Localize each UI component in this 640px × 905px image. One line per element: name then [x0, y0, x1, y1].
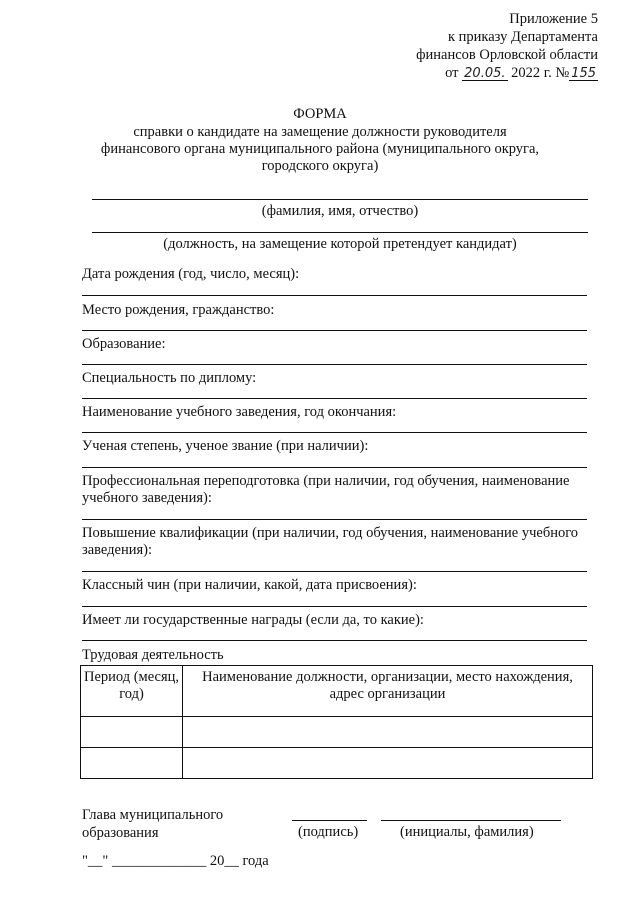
table-cell[interactable] [81, 748, 183, 779]
field-qualification-rule [82, 571, 587, 572]
field-class-rank: Классный чин (при наличии, какой, дата присвоения): [82, 577, 417, 593]
field-specialty: Специальность по диплому: [82, 370, 257, 386]
name-caption: (инициалы, фамилия) [400, 824, 534, 840]
table-row [81, 748, 593, 779]
form-subtitle-line3: городского округа) [261, 158, 379, 174]
field-birth-date: Дата рождения (год, число, месяц): [82, 266, 300, 282]
handwritten-date: 20.05. [464, 66, 506, 81]
column-period: Период (месяц, год) [81, 666, 183, 717]
year-and-number-label: 2022 г. № [511, 65, 570, 81]
field-qualification: Повышение квалификации (при наличии, год обучения, наименование учебного заведения): [82, 525, 579, 558]
table-cell[interactable] [81, 717, 183, 748]
form-subtitle-line2: финансового органа муниципального района (муниципального округа, [100, 141, 540, 157]
form-subtitle-line1: справки о кандидате на замещение должности руководителя [133, 124, 507, 140]
field-specialty-rule [82, 398, 587, 399]
table-row [81, 717, 593, 748]
form-title: ФОРМА [293, 106, 347, 122]
field-academic-degree-rule [82, 467, 587, 468]
head-title-line1: Глава муниципального [82, 807, 224, 823]
work-history-table [80, 665, 593, 779]
column-position-organization: Наименование должности, организации, место нахождения, адрес организации [183, 666, 593, 717]
field-awards: Имеет ли государственные награды (если да, то какие): [82, 612, 424, 628]
head-title-line2: образования [82, 825, 159, 841]
date-line: "__" _____________ 20__ года [82, 853, 269, 869]
field-awards-rule [82, 640, 587, 641]
field-birth-date-rule [82, 295, 587, 296]
signature-caption: (подпись) [298, 824, 359, 840]
work-history-header-row [81, 666, 593, 717]
position-caption: (должность, на замещение которой претендует кандидат) [163, 236, 517, 252]
order-reference: к приказу Департамента [447, 29, 598, 45]
work-history-title: Трудовая деятельность [82, 647, 224, 663]
field-birth-place-rule [82, 330, 587, 331]
field-institution-rule [82, 432, 587, 433]
field-retraining: Профессиональная переподготовка (при наличии, год обучения, наименование учебного заведения): [82, 473, 570, 506]
field-birth-place: Место рождения, гражданство: [82, 302, 275, 318]
field-retraining-rule [82, 519, 587, 520]
position-rule [92, 232, 588, 233]
table-cell[interactable] [183, 717, 593, 748]
field-education-rule [82, 364, 587, 365]
name-rule [381, 820, 561, 821]
signature-rule [292, 820, 367, 821]
field-education: Образование: [82, 336, 166, 352]
order-date-line [445, 64, 598, 82]
handwritten-number: 155 [571, 66, 596, 81]
department-name: финансов Орловской области [416, 47, 598, 63]
date-prefix: от [445, 65, 459, 81]
fio-rule [92, 199, 588, 200]
appendix-label: Приложение 5 [509, 11, 598, 27]
field-academic-degree: Ученая степень, ученое звание (при наличии): [82, 438, 369, 454]
field-institution: Наименование учебного заведения, год окончания: [82, 404, 397, 420]
table-cell[interactable] [183, 748, 593, 779]
fio-caption: (фамилия, имя, отчество) [261, 203, 419, 219]
field-class-rank-rule [82, 606, 587, 607]
